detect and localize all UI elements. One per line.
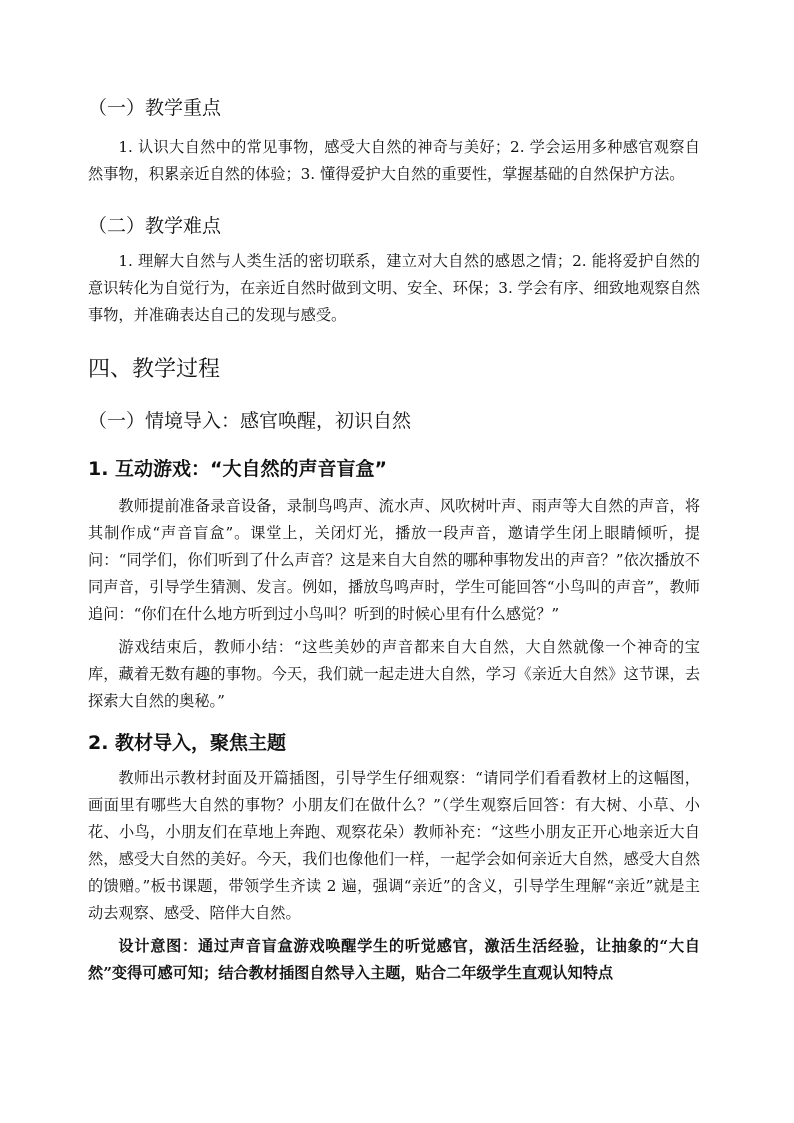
document-page xyxy=(88,88,700,987)
focus-body: 1. 认识大自然中的常见事物，感受大自然的神奇与美好；2. 学会运用多种感官观察自然事物，积累亲近自然的体验；3. 懂得爱护大自然的重要性，掌握基础的自然保护方法。 xyxy=(88,138,700,183)
game-heading: 1. 互动游戏：“大自然的声音盲盒” xyxy=(88,458,388,480)
textbook-paragraph-1: 教师出示教材封面及开篇插图，引导学生仔细观察：“请同学们看看教材上的这幅图，画面里有哪些大自然的事物？小朋友们在做什么？”（学生观察后回答：有大树、小草、小花、小鸟，小朋友们在草地上奔跑、观察花朵）教师补充：“这些小朋友正开心地亲近大自然，感受大自然的美好。今天，我们也像他们一样，一起学会如何亲近大自然，感受大自然的馈赠。”板书课题，带领学生齐读 2 遍，强调“亲近”的含义，引导学生理解“亲近”就是主动去观察、感受、陪伴大自然。 xyxy=(88,769,700,922)
focus-heading: （一）教学重点 xyxy=(88,97,222,119)
textbook-heading: 2. 教材导入，聚焦主题 xyxy=(88,732,287,754)
design-intent: 设计意图：通过声音盲盒游戏唤醒学生的听觉感官，激活生活经验，让抽象的“大自然”变得可感可知；结合教材插图自然导入主题，贴合二年级学生直观认知特点 xyxy=(88,937,700,982)
difficulty-body: 1. 理解大自然与人类生活的密切联系，建立对大自然的感恩之情；2. 能将爱护自然的意识转化为自觉行为，在亲近自然时做到文明、安全、环保；3. 学会有序、细致地观察自然事物，并准确表达自己的发现与感受。 xyxy=(88,252,700,324)
process-heading: 四、教学过程 xyxy=(88,357,221,382)
intro-heading: （一）情境导入：感官唤醒，初识自然 xyxy=(88,410,412,432)
game-paragraph-2: 游戏结束后，教师小结：“这些美妙的声音都来自大自然，大自然就像一个神奇的宝库，藏着无数有趣的事物。今天，我们就一起走进大自然，学习《亲近大自然》这节课，去探索大自然的奥秘。” xyxy=(88,638,700,710)
game-paragraph-1: 教师提前准备录音设备，录制鸟鸣声、流水声、风吹树叶声、雨声等大自然的声音，将其制作成“声音盲盒”。课堂上，关闭灯光，播放一段声音，邀请学生闭上眼睛倾听，提问：“同学们，你们听到了什么声音？这是来自大自然的哪种事物发出的声音？”依次播放不同声音，引导学生猜测、发言。例如，播放鸟鸣声时，学生可能回答“小鸟叫的声音”，教师追问：“你们在什么地方听到过小鸟叫？听到的时候心里有什么感觉？” xyxy=(88,497,700,623)
difficulty-heading: （二）教学难点 xyxy=(88,215,222,237)
